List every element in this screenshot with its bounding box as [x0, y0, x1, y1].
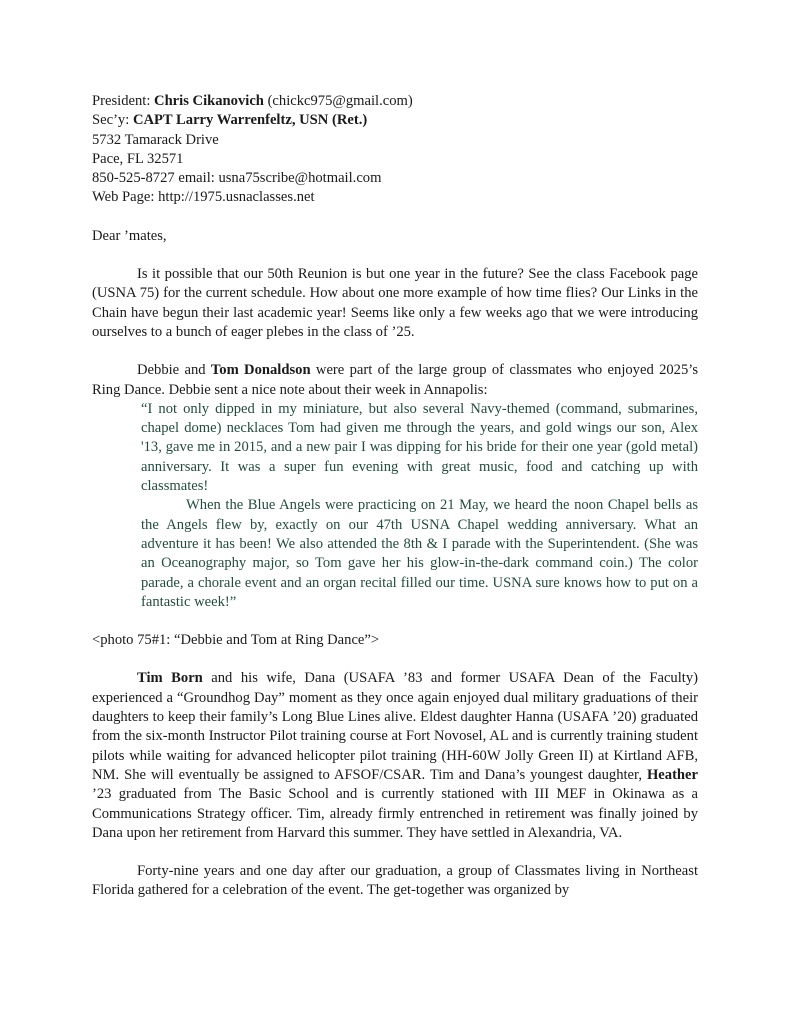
- paragraph-florida: Forty-nine years and one day after our graduation, a group of Classmates living in Northeast Florida gathered for a celebration of the event. The get-together was organized by: [92, 863, 698, 899]
- born-name: Tim Born: [137, 670, 203, 687]
- heather-name: Heather: [646, 766, 698, 783]
- salutation: Dear ’mates,: [92, 227, 167, 244]
- president-line: [92, 92, 698, 111]
- web-page: Web Page: http://1975.usnaclasses.net: [92, 189, 315, 206]
- photo-caption: <photo 75#1: “Debbie and Tom at Ring Dance”>: [92, 632, 380, 649]
- quote-paragraph-1: “I not only dipped in my miniature, but also several Navy-themed (command, submarines, chapel dome) necklaces Tom had given me through the years, and gold wings our son, Alex '13, gave me in 2015, and a new pair I was dipping for his bride for their one year (gold metal) anniversary. It was a super fun evening with great music, food and catching up with classmates!: [141, 400, 698, 495]
- quote-paragraph-2: When the Blue Angels were practicing on 21 May, we heard the noon Chapel bells as the Angels flew by, exactly on our 47th USNA Chapel wedding anniversary. What an adventure it has been! We also attended the 8th & I parade with the Superintendent. (She was an Oceanography major, so Tom gave her his glow-in-the-dark command coin.) The color parade, a chorale event and an organ recital filled our time. USNA sure knows how to put on a fantastic week!”: [141, 497, 698, 610]
- donaldson-post: were part of the large group of classmates who enjoyed 2025’s Ring Dance. Debbie sent a nice note about their week in Annapolis:: [92, 362, 698, 398]
- secretary-name: CAPT Larry Warrenfeltz, USN (Ret.): [132, 112, 368, 129]
- born-text-1: and his wife, Dana (USAFA ’83 and former USAFA Dean of the Faculty) experienced a “Groundhog Day” moment as they once again enjoyed dual military graduations of their daughters to keep their family’s Long Blue Lines alive. Eldest daughter Hanna (USAFA ’20) graduated from the six-month Instructor Pilot training course at Fort Novosel, AL and is currently training student pilots while waiting for advanced helicopter pilot training (HH-60W Jolly Green II) at Kirtland AFB, NM. She will eventually be assigned to AFSOF/CSAR. Tim and Dana’s youngest daughter,: [92, 670, 698, 783]
- secretary-line: [92, 111, 698, 130]
- paragraph-reunion: Is it possible that our 50th Reunion is but one year in the future? See the class Facebook page (USNA 75) for the current schedule. How about one more example of how time flies? Our Links in the Chain have begun their last academic year! Seems like only a few weeks ago that we were introducing ourselves to a bunch of eager plebes in the class of ’25.: [92, 266, 698, 340]
- phone-email: 850-525-8727 email: usna75scribe@hotmail.com: [92, 170, 382, 187]
- president-email: (chickc975@gmail.com): [263, 93, 413, 109]
- donaldson-name: Tom Donaldson: [210, 362, 311, 379]
- address-city: Pace, FL 32571: [92, 150, 184, 167]
- donaldson-pre: Debbie and: [137, 362, 211, 379]
- paragraph-born: [92, 669, 698, 843]
- paragraph-donaldson: [92, 361, 698, 400]
- secretary-label: Sec’y:: [92, 112, 133, 129]
- born-text-2: ’23 graduated from The Basic School and is currently stationed with III MEF in Okinawa as a Communications Strategy officer. Tim, already firmly entrenched in retirement was finally joined by Dana upon her retirement from Harvard this summer. They have settled in Alexandria, VA.: [92, 786, 698, 841]
- president-label: President:: [92, 93, 155, 109]
- letter-content: [92, 92, 698, 901]
- president-name: Chris Cikanovich: [154, 93, 264, 109]
- debbie-quote: [141, 400, 698, 612]
- address-street: 5732 Tamarack Drive: [92, 131, 219, 148]
